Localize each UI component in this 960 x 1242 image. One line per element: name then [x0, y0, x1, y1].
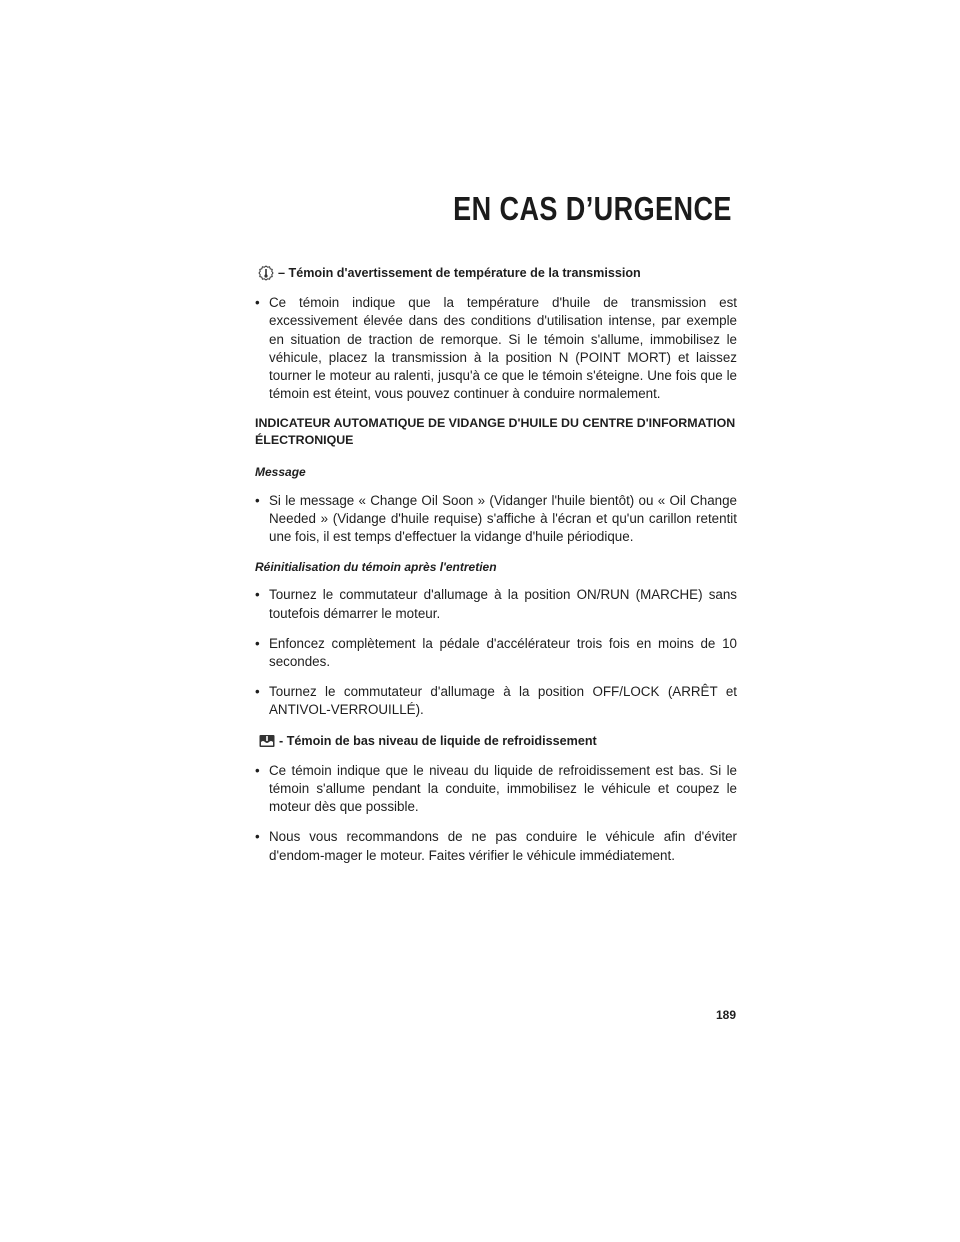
- list-item: [255, 635, 737, 671]
- bullet-glyph: •: [255, 829, 260, 845]
- list-item-text: Ce témoin indique que la température d'huile de transmission est excessivement élevée dans des conditions d'utilisation intense, par exemple en situation de traction de remorque. Si le témoin s'allume, immobilisez le véhicule, placez la transmission à la position N (POINT MORT) et laissez tourner le moteur au ralenti, jusqu'à ce que le témoin s'éteigne. Une fois que le témoin est éteint, vous pouvez continuer à conduire normalement.: [269, 295, 737, 402]
- transmission-warning-heading: [257, 264, 737, 282]
- list-item-text: Tournez le commutateur d'allumage à la position ON/RUN (MARCHE) sans toutefois démarrer le moteur.: [269, 587, 737, 621]
- oil-change-section-heading-line-1: INDICATEUR AUTOMATIQUE DE VIDANGE D'HUILE DU CENTRE D'INFORMATION: [255, 416, 736, 431]
- coolant-warning-heading: [258, 732, 737, 750]
- bullet-glyph: •: [255, 762, 260, 778]
- list-item: [255, 828, 737, 864]
- list-item: [255, 683, 737, 719]
- page-number: 189: [716, 1008, 737, 1022]
- transmission-warning-heading-text: – Témoin d'avertissement de température de la transmission: [278, 266, 641, 280]
- bullet-glyph: •: [255, 684, 260, 700]
- list-item-text: Si le message « Change Oil Soon » (Vidanger l'huile bientôt) ou « Oil Change Needed » (Vidange d'huile requise) s'affiche à l'écran et qu'un carillon retentit une fois, il est temps d'effectuer la vidange d'huile périodique.: [269, 492, 737, 545]
- list-item-text: Nous vous recommandons de ne pas conduire le véhicule afin d'éviter d'endom-mager le moteur. Faites vérifier le véhicule immédiatement.: [269, 829, 737, 863]
- page-content: [255, 264, 737, 877]
- bullet-glyph: •: [255, 295, 260, 311]
- bullet-glyph: •: [255, 587, 260, 603]
- list-item: [255, 762, 737, 817]
- oil-change-section-heading: [255, 415, 737, 449]
- page-title: EN CAS D’URGENCE: [453, 190, 732, 227]
- list-item-text: Enfoncez complètement la pédale d'accélérateur trois fois en moins de 10 secondes.: [269, 635, 737, 670]
- coolant-warning-heading-text: - Témoin de bas niveau de liquide de refroidissement: [279, 733, 597, 748]
- list-item: [255, 492, 737, 547]
- transmission-temperature-warning-icon: [257, 264, 275, 282]
- reset-subheading: Réinitialisation du témoin après l'entretien: [255, 560, 497, 575]
- low-coolant-level-icon: [258, 732, 276, 750]
- oil-change-section-heading-line-2: ÉLECTRONIQUE: [255, 433, 354, 448]
- list-item: [255, 294, 737, 403]
- list-item-text: Ce témoin indique que le niveau du liquide de refroidissement est bas. Si le témoin s'allume pendant la conduite, immobilisez le véhicule et coupez le moteur dès que possible.: [269, 762, 737, 815]
- bullet-glyph: •: [255, 492, 260, 508]
- message-subheading: Message: [255, 465, 306, 480]
- list-item: [255, 586, 737, 622]
- list-item-text: Tournez le commutateur d'allumage à la position OFF/LOCK (ARRÊT et ANTIVOL-VERROUILLÉ).: [269, 684, 737, 718]
- bullet-glyph: •: [255, 635, 260, 651]
